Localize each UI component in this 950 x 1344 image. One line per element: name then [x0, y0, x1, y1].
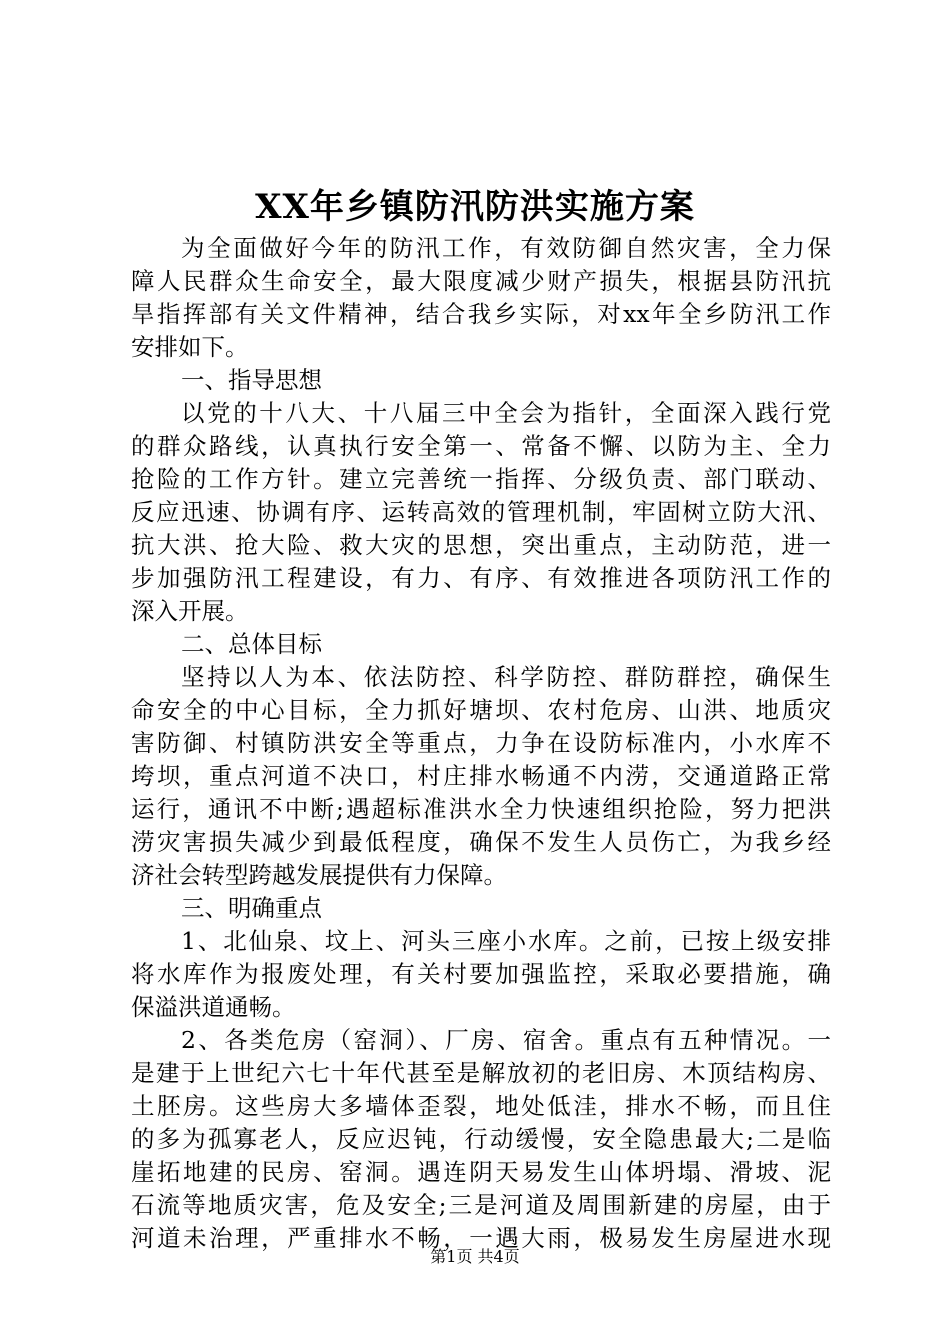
text-line: 为全面做好今年的防汛工作，有效防御自然灾害，全力保: [181, 234, 831, 262]
text-line: 步加强防汛工程建设，有力、有序、有效推进各项防汛工作的: [131, 564, 831, 592]
text-line: 1、北仙泉、坟上、河头三座小水库。之前，已按上级安排: [181, 927, 831, 955]
text-line: 2、各类危房（窑洞）、厂房、宿舍。重点有五种情况。一: [181, 1026, 831, 1054]
text-line: 抗大洪、抢大险、救大灾的思想，突出重点，主动防范，进一: [131, 531, 831, 559]
text-line: 保溢洪道通畅。: [131, 993, 296, 1021]
text-line: 障人民群众生命安全，最大限度减少财产损失，根据县防汛抗: [131, 267, 831, 295]
text-line: 垮坝，重点河道不决口，村庄排水畅通不内涝，交通道路正常: [131, 762, 831, 790]
text-line: 崖拓地建的民房、窑洞。遇连阴天易发生山体坍塌、滑坡、泥: [131, 1158, 831, 1186]
text-line: 抢险的工作方针。建立完善统一指挥、分级负责、部门联动、: [131, 465, 831, 493]
text-line: 河道未治理，严重排水不畅，一遇大雨，极易发生房屋进水现: [131, 1224, 831, 1252]
text-line: 的群众路线，认真执行安全第一、常备不懈、以防为主、全力: [131, 432, 831, 460]
section-heading: 三、明确重点: [181, 894, 322, 922]
text-line: 害防御、村镇防洪安全等重点，力争在设防标准内，小水库不: [131, 729, 831, 757]
text-line: 是建于上世纪六七十年代甚至是解放初的老旧房、木顶结构房、: [131, 1059, 831, 1087]
document-body: [131, 232, 831, 1255]
text-line: 深入开展。: [131, 597, 249, 625]
text-line: 将水库作为报废处理，有关村要加强监控，采取必要措施，确: [131, 960, 831, 988]
text-line: 旱指挥部有关文件精神，结合我乡实际，对xx年全乡防汛工作: [131, 300, 831, 328]
text-line: 以党的十八大、十八届三中全会为指针，全面深入践行党: [181, 399, 831, 427]
text-line: 济社会转型跨越发展提供有力保障。: [131, 861, 507, 889]
text-line: 的多为孤寡老人，反应迟钝，行动缓慢，安全隐患最大;二是临: [131, 1125, 831, 1153]
section-heading: 一、指导思想: [181, 366, 322, 394]
page-footer: 第1页 共4页: [430, 1247, 520, 1266]
text-line: 土胚房。这些房大多墙体歪裂，地处低洼，排水不畅，而且住: [131, 1092, 831, 1120]
document-title: XX年乡镇防汛防洪实施方案: [255, 187, 695, 227]
text-line: 安排如下。: [131, 333, 249, 361]
text-line: 命安全的中心目标，全力抓好塘坝、农村危房、山洪、地质灾: [131, 696, 831, 724]
text-line: 反应迅速、协调有序、运转高效的管理机制，牢固树立防大汛、: [131, 498, 831, 526]
text-line: 涝灾害损失减少到最低程度，确保不发生人员伤亡，为我乡经: [131, 828, 831, 856]
text-line: 运行，通讯不中断;遇超标准洪水全力快速组织抢险，努力把洪: [131, 795, 831, 823]
section-heading: 二、总体目标: [181, 630, 322, 658]
text-line: 石流等地质灾害，危及安全;三是河道及周围新建的房屋，由于: [131, 1191, 831, 1219]
text-line: 坚持以人为本、依法防控、科学防控、群防群控，确保生: [181, 663, 831, 691]
